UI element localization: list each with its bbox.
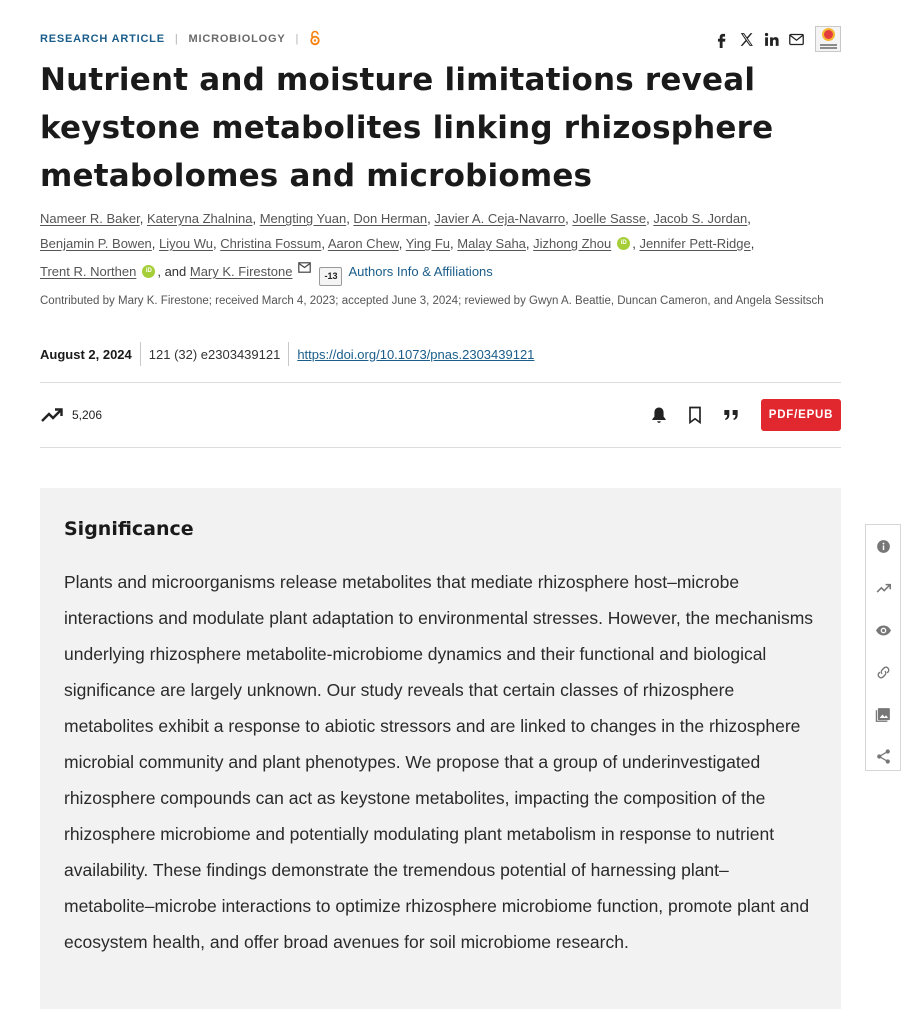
author-separator: , [321, 236, 328, 251]
metrics-link[interactable] [40, 405, 102, 425]
author-separator: , [525, 236, 534, 251]
author-link[interactable]: Aaron Chew [327, 236, 399, 251]
info-icon[interactable] [866, 525, 900, 567]
share-icon[interactable] [866, 735, 900, 777]
author-link[interactable]: Don Herman [353, 211, 428, 226]
crossmark-icon[interactable] [815, 26, 841, 52]
breadcrumb [40, 32, 321, 46]
share-toolbar [713, 26, 841, 52]
author-link[interactable]: Malay Saha [457, 236, 526, 251]
author-separator: , [747, 211, 751, 226]
more-authors-badge[interactable]: -13 [319, 267, 342, 286]
author-separator: , [632, 236, 640, 251]
publication-date: August 2, 2024 [40, 346, 132, 362]
article-actions-bar [40, 382, 841, 448]
significance-heading: Significance [64, 518, 194, 540]
author-link[interactable]: Mary K. Firestone [189, 264, 293, 279]
author-separator: , [646, 211, 654, 226]
breadcrumb-separator: | [174, 33, 179, 45]
open-access-icon [309, 30, 321, 46]
author-link[interactable]: Benjamin P. Bowen [40, 236, 152, 251]
pdf-epub-button[interactable]: PDF/EPUB [761, 399, 841, 431]
bookmark-icon[interactable] [685, 405, 705, 425]
author-separator: , [565, 211, 573, 226]
link-icon[interactable] [866, 651, 900, 693]
authors-affiliations-link[interactable]: Authors Info & Affiliations [348, 264, 493, 279]
alert-bell-icon[interactable] [649, 405, 669, 425]
doi-link[interactable]: https://doi.org/10.1073/pnas.2303439121 [297, 346, 535, 362]
author-separator: , [151, 236, 160, 251]
author-link[interactable]: Trent R. Northen [40, 264, 137, 279]
author-link[interactable]: Nameer R. Baker [40, 211, 140, 226]
corresponding-author-mail-icon[interactable] [298, 256, 311, 267]
side-tool-rail [865, 524, 901, 771]
action-buttons [649, 399, 841, 431]
author-link[interactable]: Joelle Sasse [572, 211, 647, 226]
author-list [40, 206, 840, 286]
author-separator: , [346, 211, 354, 226]
author-separator: , [212, 236, 221, 251]
author-link[interactable]: Jizhong Zhou [533, 236, 612, 251]
orcid-icon[interactable]: iD [142, 265, 155, 278]
author-separator: , [750, 236, 755, 251]
x-icon[interactable] [738, 31, 755, 48]
article-title: Nutrient and moisture limitations reveal keystone metabolites linking rhizosphere metabolomes and microbiomes [40, 62, 774, 194]
article-header-bar [40, 30, 841, 50]
citation-volume-issue: 121 (32) e2303439121 [148, 346, 281, 362]
orcid-icon[interactable]: iD [617, 237, 630, 250]
author-separator: , and [157, 264, 190, 279]
divider [140, 342, 141, 366]
cite-quote-icon[interactable] [721, 405, 741, 425]
author-link[interactable]: Christina Fossum [220, 236, 322, 251]
author-separator: , [139, 211, 147, 226]
facebook-icon[interactable] [713, 31, 730, 48]
article-type-link[interactable]: RESEARCH ARTICLE [40, 33, 165, 45]
publication-info [40, 341, 534, 367]
view-count: 5,206 [72, 408, 103, 422]
author-link[interactable]: Jacob S. Jordan [653, 211, 748, 226]
author-link[interactable]: Mengting Yuan [259, 211, 347, 226]
subject-link[interactable]: MICROBIOLOGY [188, 33, 286, 45]
breadcrumb-separator: | [295, 33, 300, 45]
image-icon[interactable] [866, 693, 900, 735]
author-link[interactable]: Liyou Wu [159, 236, 213, 251]
eye-icon[interactable] [866, 609, 900, 651]
email-icon[interactable] [788, 31, 805, 48]
author-link[interactable]: Ying Fu [405, 236, 451, 251]
author-link[interactable]: Kateryna Zhalnina [146, 211, 253, 226]
linkedin-icon[interactable] [763, 31, 780, 48]
author-separator: , [450, 236, 458, 251]
significance-body: Plants and microorganisms release metabolites that mediate rhizosphere host–microbe interactions and modulate plant adaptation to environmental stresses. However, the mechanisms underlying rhizosphere metabolite-microbiome dynamics and their functional and biological significance are largely unknown. Our study reveals that certain classes of rhizosphere metabolites exhibit a response to abiotic stressors and are linked to changes in the rhizosphere microbial community and plant phenotypes. We propose that a group of underinvestigated rhizosphere compounds can act as keystone metabolites, impacting the composition of the rhizosphere microbiome and potentially modulating plant metabolism in response to nutrient availability. These findings demonstrate the tremendous potential of harnessing plant–metabolite–microbe interactions to optimize rhizosphere microbiome function, promote plant and ecosystem health, and offer broad avenues for soil microbiome research. [64, 572, 814, 952]
trending-up-icon [40, 405, 64, 425]
author-separator: , [398, 236, 406, 251]
significance-panel [40, 488, 841, 1009]
author-separator: , [252, 211, 260, 226]
author-link[interactable]: Jennifer Pett-Ridge [639, 236, 751, 251]
author-separator: , [427, 211, 435, 226]
metrics-trend-icon[interactable] [866, 567, 900, 609]
contribution-history: Contributed by Mary K. Firestone; received March 4, 2023; accepted June 3, 2024; reviewed by Gwyn A. Beattie, Duncan Cameron, and Angela Sessitsch [40, 295, 824, 307]
author-link[interactable]: Javier A. Ceja-Navarro [434, 211, 566, 226]
divider [288, 342, 289, 366]
